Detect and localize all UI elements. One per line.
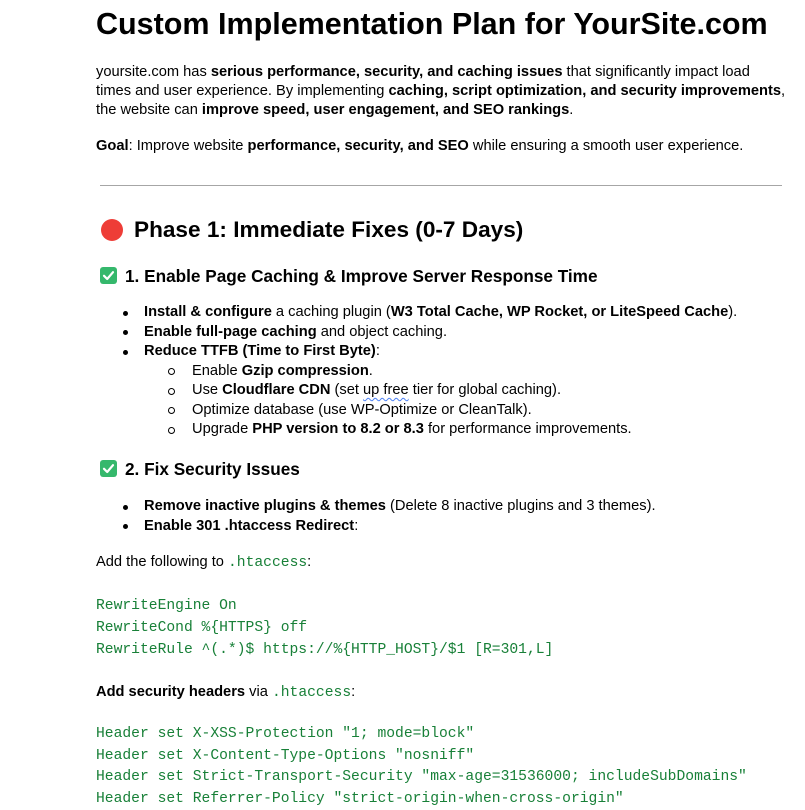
text-run: Enable (192, 362, 242, 379)
bold-text: Add security headers (96, 684, 246, 700)
bold-text: Reduce TTFB (Time to First Byte) (144, 343, 376, 359)
sub-bullet-item (96, 420, 737, 440)
bullet-list (96, 497, 656, 536)
text-run: Use (192, 382, 223, 398)
intro-line (96, 63, 785, 82)
text-run: for performance improvements. (423, 421, 632, 437)
bold-text: caching, script optimization, and security improvements (388, 83, 782, 99)
text-run: yoursite.com has (96, 64, 211, 80)
check-mark-glyph (100, 267, 117, 284)
redirect-instruction (96, 553, 311, 572)
text-run: a caching plugin ( (271, 304, 391, 320)
bold-text: Enable 301 .htaccess Redirect (144, 517, 355, 534)
bold-text: Gzip compression (241, 362, 369, 379)
code-block-headers (96, 724, 747, 810)
code-line: Header set Referrer-Policy "strict-origin-when-cross-origin" (96, 790, 624, 807)
text-run: (Delete 8 inactive plugins and 3 themes). (385, 498, 656, 514)
bullet-item (96, 517, 656, 537)
bold-text: performance, security, and SEO (247, 138, 469, 154)
text-run: : Improve website (128, 138, 248, 154)
text-run: (set (330, 382, 364, 398)
text-run: , (781, 83, 786, 99)
bold-text: Install & configure (144, 304, 272, 320)
intro-line (96, 101, 785, 120)
check-mark-icon (100, 267, 117, 284)
code-line: RewriteEngine On (96, 598, 237, 614)
sub-bullet-item (96, 362, 737, 382)
text-run: the website can (96, 102, 202, 118)
code-line: RewriteRule ^(.*)$ https://%{HTTP_HOST}/$1 [R=301,L] (96, 642, 554, 658)
text-run: via (245, 684, 272, 700)
code-line: Header set X-Content-Type-Options "nosniff" (96, 747, 475, 764)
text-run: : (351, 684, 356, 700)
sub-bullet-item (96, 381, 737, 401)
text-run: tier for global caching). (408, 382, 562, 398)
text-run: : (375, 343, 380, 359)
intro-line (96, 82, 785, 101)
bullet-item (96, 323, 737, 343)
bold-text: Cloudflare CDN (222, 382, 331, 398)
text-run: times and user experience. By implementing (96, 83, 389, 99)
sub-bullet-item (96, 401, 737, 421)
section-heading: 1. Enable Page Caching & Improve Server Response Time (125, 266, 598, 286)
headers-instruction (96, 683, 355, 702)
text-run: ). (728, 304, 738, 320)
check-mark-glyph (100, 460, 117, 477)
goal-label: Goal (96, 138, 129, 154)
bullet-item (96, 497, 656, 517)
goal-paragraph (96, 137, 743, 156)
text-run: : (307, 554, 312, 570)
bold-text: improve speed, user engagement, and SEO rankings (201, 102, 570, 118)
horizontal-divider (100, 185, 782, 186)
phase-heading: Phase 1: Immediate Fixes (0-7 Days) (134, 217, 524, 242)
code-block-redirect (96, 595, 553, 661)
section-heading: 2. Fix Security Issues (125, 459, 300, 479)
inline-code: .htaccess (271, 685, 352, 701)
check-mark-icon (100, 460, 117, 477)
text-run: while ensuring a smooth user experience. (468, 138, 744, 154)
code-line: RewriteCond %{HTTPS} off (96, 620, 308, 636)
bold-text: PHP version to 8.2 or 8.3 (252, 421, 424, 437)
code-line: Header set X-XSS-Protection "1; mode=block" (96, 726, 475, 742)
bold-text: Enable full-page caching (144, 323, 317, 340)
spelling-suggestion[interactable]: up free (363, 382, 409, 398)
text-run: Upgrade (192, 421, 253, 437)
bullet-item (96, 303, 737, 323)
code-line: Header set Strict-Transport-Security "max-age=31536000; includeSubDomains" (96, 769, 747, 785)
text-run: Add the following to (96, 554, 228, 570)
text-run: . (368, 362, 373, 379)
red-circle-icon (101, 219, 123, 241)
bold-text: Remove inactive plugins & themes (144, 498, 386, 514)
bullet-item (96, 342, 737, 362)
text-run: . (569, 102, 574, 118)
document-title: Custom Implementation Plan for YourSite.com (96, 7, 768, 41)
bold-text: W3 Total Cache, WP Rocket, or LiteSpeed Cache (390, 304, 729, 320)
bold-text: serious performance, security, and caching issues (210, 64, 563, 80)
text-run: and object caching. (316, 323, 448, 340)
text-run: : (354, 517, 359, 534)
text-run: that significantly impact load (562, 64, 750, 80)
text-run: Optimize database (use WP-Optimize or CleanTalk). (192, 401, 532, 418)
inline-code: .htaccess (228, 555, 308, 571)
intro-paragraph (96, 63, 785, 120)
bullet-list (96, 303, 737, 440)
